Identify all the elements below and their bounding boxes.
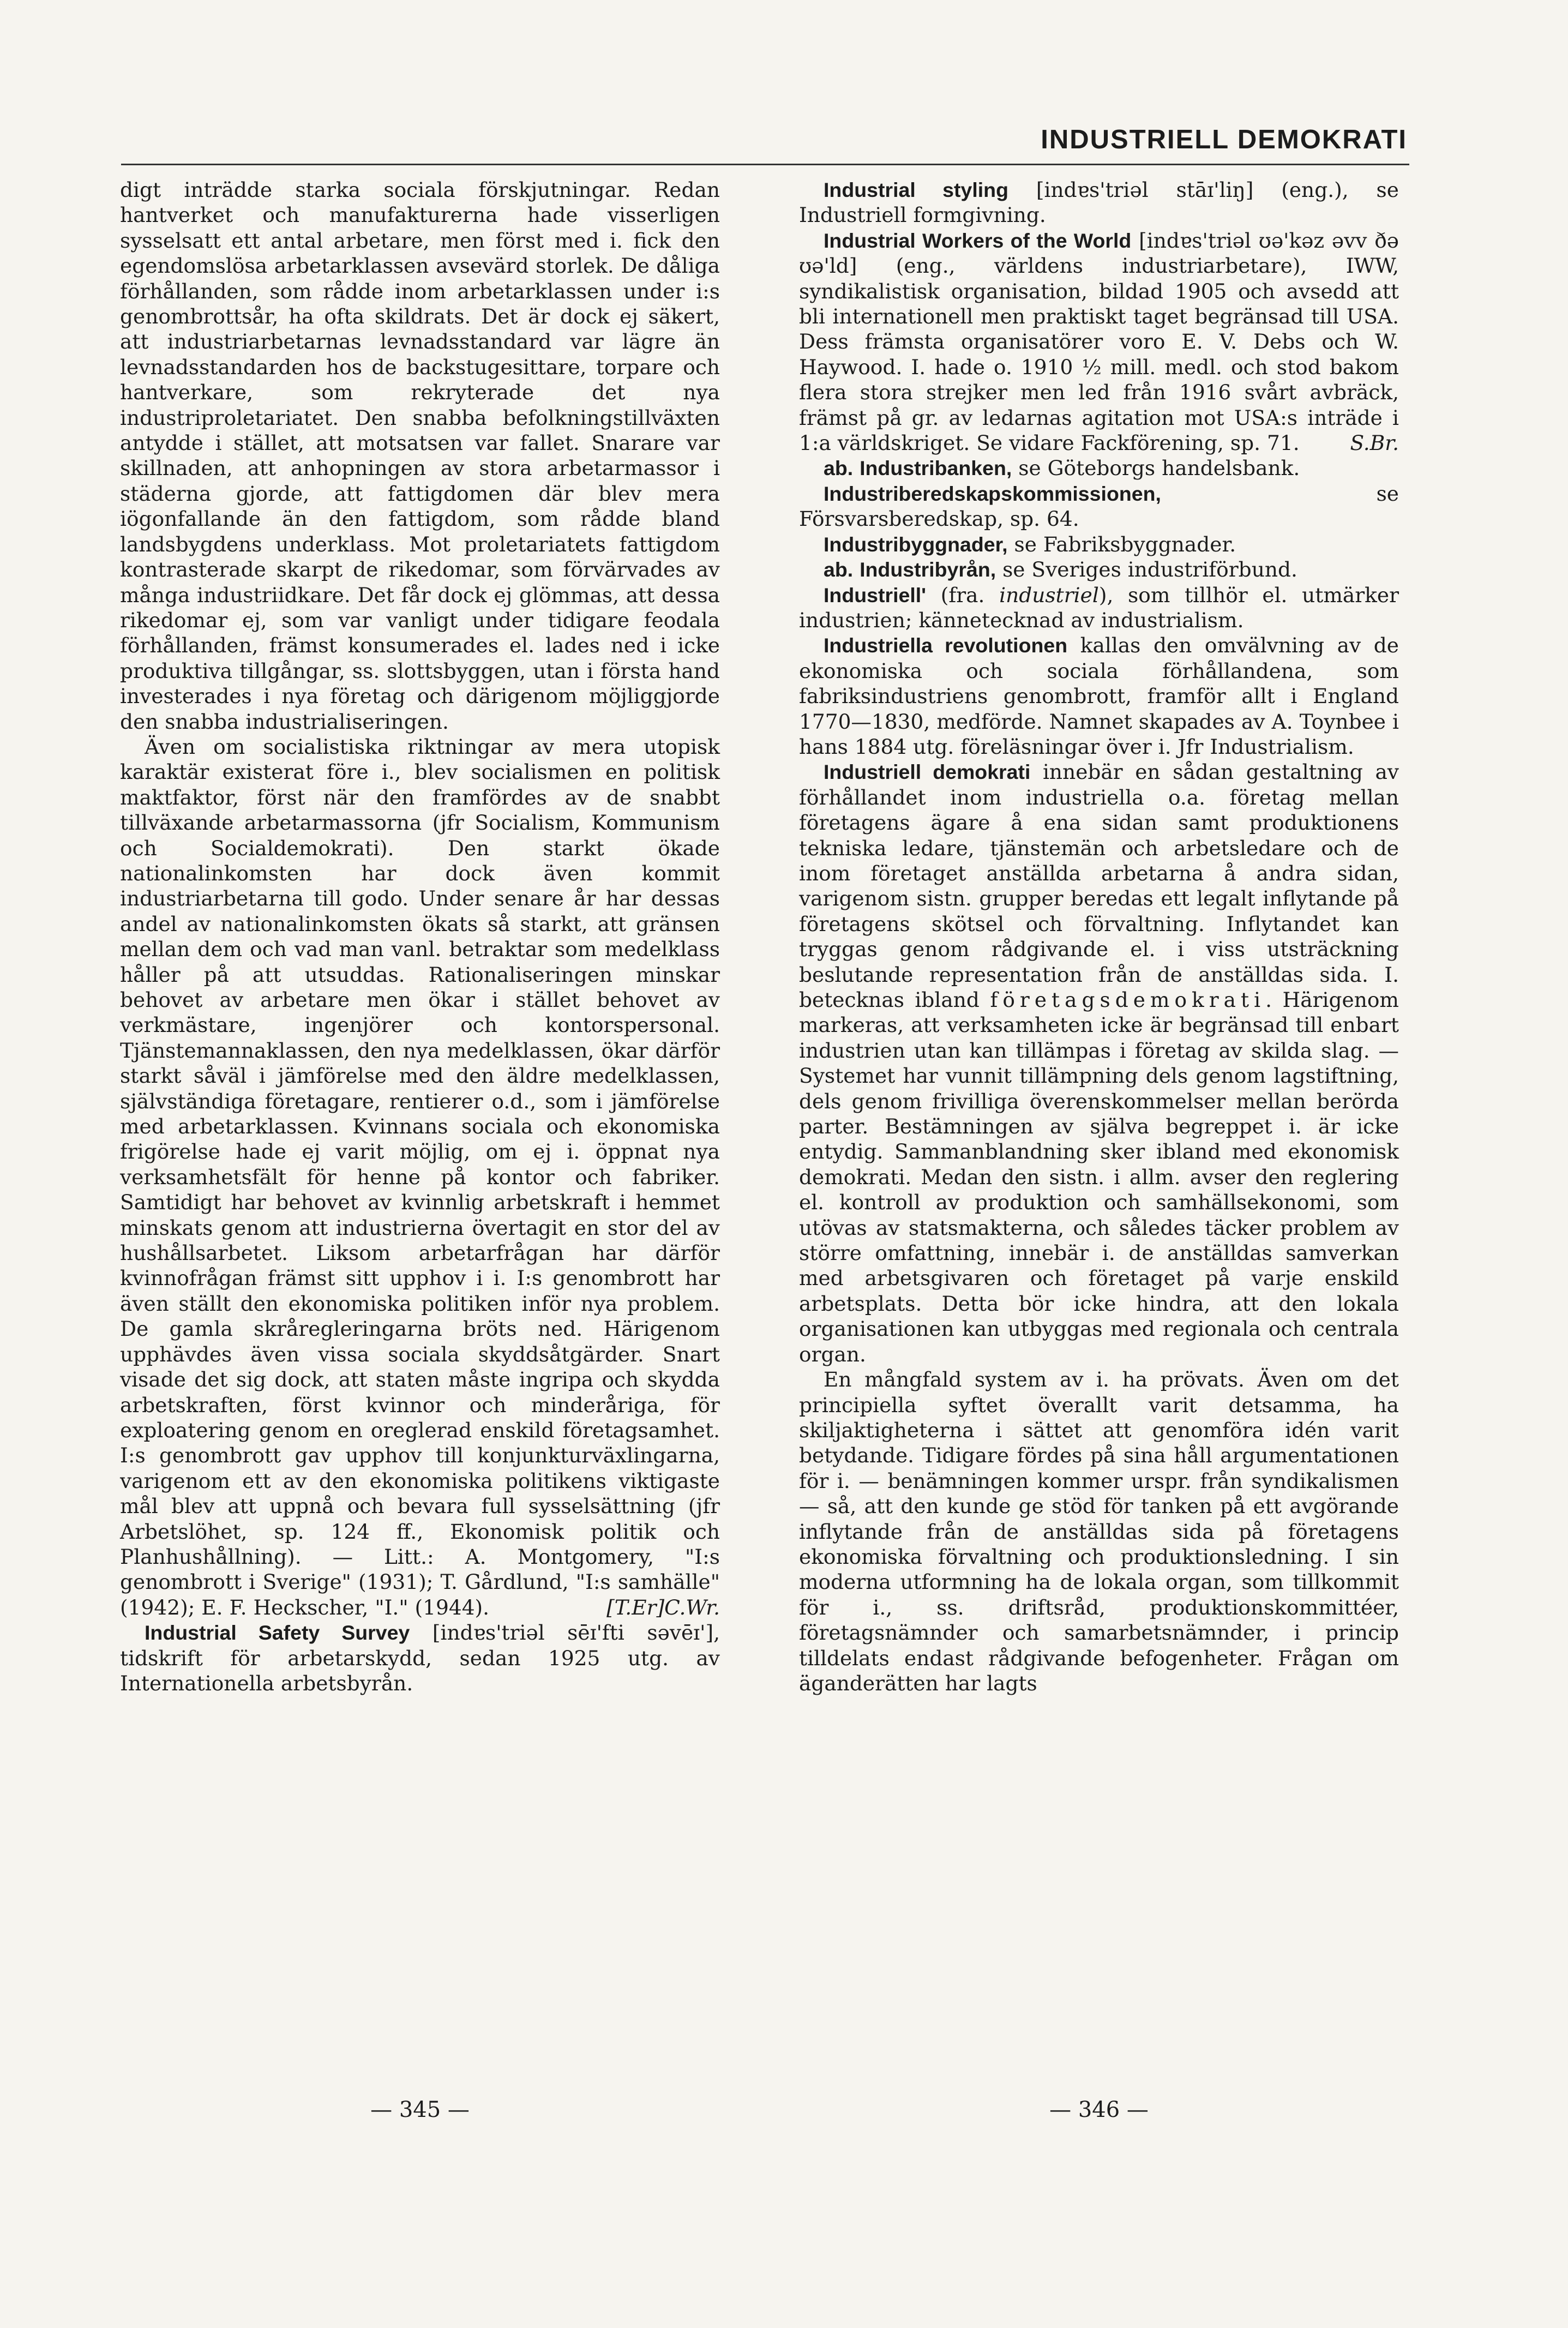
entry-text: . Härigenom markeras, att verksamheten icke är begränsad till enbart industrien utan kan tillämpas i företag av skilda slag. — Systemet har vunnit tillämpning dels genom lagstiftning, dels genom frivilliga överenskommelser mellan berörda parter. Bestämningen av själva begreppet i. är icke entydig. Sammanblandning sker ibland med ekonomisk demokrati. Medan den sistn. i allm. avser den reglering el. kontroll av produktion och samhällsekonomi, som utövas av statsmakterna, och således täcker problem av större omfattning, innebär i. de anställdas samverkan med arbetsgivaren och företaget på varje enskild arbetsplats. Detta bör icke hindra, att den lokala organisationen kan utbyggas med regionala och centrala organ. (799, 988, 1399, 1366)
entry-headword: Industriell demokrati (824, 760, 1031, 784)
entry-industriell-demokrati (799, 759, 1399, 1367)
entry-text: (fra. (940, 583, 985, 607)
paragraph (120, 734, 720, 1620)
entry-text: [indɐs'triəl sēɪ'fti səvēɪ'], tidskrift för arbetarskydd, sedan 1925 utg. av Internationella arbetsbyrån. (120, 1621, 720, 1695)
entry-headword: Industribanken, (860, 457, 1012, 480)
author-signature: S.Br. (1350, 431, 1399, 455)
entry-text: se Försvarsberedskap, sp. 64. (799, 481, 1399, 531)
entry-prefix: ab. (824, 558, 854, 581)
entry-text: [indɐs'triəl ʊə'kəz əvv ðə ʊə'ld] (eng., världens industriarbetare), IWW, syndikalistisk organisation, bildad 1905 och avsedd att bli internationell men praktiskt taget begränsad till USA. Dess främsta organisatörer voro E. V. Debs och W. Haywood. I. hade o. 1910 ½ mill. medl. och stod bakom flera stora strejker men led från 1916 svårt avbräck, främst på gr. av ledarnas agitation mot USA:s inträde i 1:a världskriget. Se vidare Fackförening, sp. 71. (799, 228, 1399, 455)
entry-text: se Fabriksbyggnader. (1014, 532, 1236, 556)
entry-text: se Göteborgs handelsbank. (1018, 456, 1300, 481)
paragraph-text: Även om socialistiska riktningar av mera utopisk karaktär existerat före i., blev socialismen en politisk maktfaktor, först när den framfördes av de snabbt tillväxande arbetarmassorna (jfr Socialism, Kommunism och Socialdemokrati). Den starkt ökade nationalinkomsten har dock även kommit industriarbetarna till godo. Under senare år har dessas andel av nationalinkomsten ökats så starkt, att gränsen mellan dem och vad man vanl. betraktar som medelklass håller på att utsuddas. Rationaliseringen minskar behovet av arbetare men ökar i stället behovet av verkmästare, ingenjörer och kontorspersonal. Tjänstemannaklassen, den nya medelklassen, ökar därför starkt såväl i jämförelse med den äldre medelklassen, självständiga företagare, rentierer o.d., som i jämförelse med arbetarklassen. Kvinnans sociala och ekonomiska frigörelse hade ej varit möjlig, om ej i. öppnat nya verksamhetsfält för henne på kontor och fabriker. Samtidigt har behovet av kvinnlig arbetskraft i hemmet minskats genom att industrierna övertagit en stor del av hushållsarbetet. Liksom arbetarfrågan har därför kvinnofrågan främst sitt upphov i i. I:s genombrott har även ställt den ekonomiska politiken inför nya problem. De gamla skråregleringarna bröts ned. Härigenom upphävdes även vissa sociala skyddsåtgärder. Snart visade det sig dock, att staten måste ingripa och skydda arbetskraften, först kvinnor och minderåriga, för exploatering genom en oreglerad enskild företagsamhet. I:s genombrott gav upphov till konjunkturväxlingarna, varigenom ett av den ekonomiska politikens viktigaste mål blev att uppnå och bevara full sysselsättning (jfr Arbetslöhet, sp. 124 ff., Ekonomisk politik och Planhushållning). — Litt.: A. Montgomery, "I:s genombrott i Sverige" (1931); T. Gårdlund, "I:s samhälle" (1942); E. F. Heckscher, "I." (1944). (120, 734, 720, 1619)
entry-industrial-safety-survey (120, 1620, 720, 1696)
paragraph-continuation: digt inträdde starka sociala förskjutningar. Redan hantverket och manufakturerna hade visserligen sysselsatt ett antal arbetare, men först med i. fick den egendomslösa arbetarklassen avsevärd storlek. De dåliga förhållanden, som rådde inom arbetarklassen under i:s genombrottsår, ha ofta skildrats. Det är dock ej säkert, att industriarbetarnas levnadsstandard var lägre än levnadsstandarden hos de backstugesittare, torpare och hantverkare, som rekryterade det nya industriproletariatet. Den snabba befolkningstillväxten antydde i stället, att motsatsen var fallet. Snarare var skillnaden, att anhopningen av stora arbetarmassor i städerna gjorde, att fattigdomen där blev mera iögonfallande än den fattigdom, som rådde bland landsbygdens underklass. Mot proletariatets fattigdom kontrasterade skarpt de rikedomar, som förvärvades av många industriidkare. Det får dock ej glömmas, att dessa rikedomar ej, som var vanligt under tidigare feodala förhållanden, främst konsumerades el. lades ned i icke produktiva tillgångar, ss. slottsbyggen, utan i första hand investerades i nya företag och därigenom möjliggjorde den snabba industrialiseringen. (120, 178, 720, 734)
entry-industribyggnader (799, 532, 1399, 557)
author-signature: [T.Er]C.Wr. (606, 1595, 720, 1619)
page-number-right: — 346 — (1049, 2097, 1149, 2122)
entry-prefix: ab. (824, 457, 854, 480)
entry-headword: Industrial Safety Survey (145, 1621, 410, 1645)
entry-industribyran (799, 557, 1399, 582)
entry-headword: Industrial styling (824, 178, 1008, 201)
entry-text: ), som tillhör el. utmärker industrien; kännetecknad av industrialism. (799, 583, 1399, 632)
right-column (799, 177, 1399, 1696)
entry-industrial-styling (799, 177, 1399, 228)
page-number-left: — 345 — (370, 2097, 470, 2122)
entry-headword: Industriell' (824, 583, 927, 607)
entry-headword: Industriberedskapskommissionen, (824, 482, 1161, 505)
entry-industribanken (799, 455, 1399, 481)
header-rule (121, 164, 1409, 165)
entry-headword: Industribyggnader, (824, 532, 1008, 556)
entry-text: innebär en sådan gestaltning av förhållandet inom industriella o.a. företag mellan företagens ägare å ena sidan samt produktionens tekniska ledare, tjänstemän och arbetsledare och de inom företaget anställda arbetarna å andra sidan, varigenom sistn. grupper beredas ett legalt inflytande på företagens skötsel och förvaltning. Inflytandet kan tryggas genom rådgivande el. i viss utsträckning beslutande representation från de anställdas sida. I. betecknas ibland (799, 760, 1399, 1012)
entry-headword: Industribyrån, (860, 558, 996, 581)
paragraph: En mångfald system av i. ha prövats. Även om det principiella syftet överallt varit detsamma, ha skiljaktigheterna i sättet att genomföra idén varit betydande. Tidigare fördes på sina håll argumentationen för i. — benämningen kommer urspr. från syndikalismen — så, att den kunde ge stöd för tanken på ett avgörande inflytande från de anställdas sida på företagens ekonomiska förvaltning och produktionsledning. I sin moderna utformning ha de lokala organ, som tillkommit för i., ss. driftsråd, produktionskommittéer, företagsnämnder och samarbetsnämnder, i princip tilldelats endast rådgivande befogenheter. Frågan om äganderätten har lagts (799, 1367, 1399, 1695)
running-head: INDUSTRIELL DEMOKRATI (1041, 125, 1407, 154)
entry-etymon: industriel (999, 583, 1099, 607)
entry-industriberedskapskommissionen (799, 481, 1399, 532)
entry-text: [indɐs'triəl stāɪ'liŋ] (eng.), se Industriell formgivning. (799, 178, 1399, 227)
entry-industriell (799, 583, 1399, 633)
left-column (120, 177, 720, 1696)
entry-industrial-workers-of-the-world (799, 228, 1399, 456)
entry-headword: Industrial Workers of the World (824, 229, 1132, 252)
spaced-term: företagsdemokrati (990, 988, 1266, 1012)
entry-text: kallas den omvälvning av de ekonomiska och sociala förhållandena, som fabriksindustriens genombrott, framför allt i England 1770—1830, medförde. Namnet skapades av A. Toynbee i hans 1884 utg. föreläsningar över i. Jfr Industrialism. (799, 633, 1399, 759)
entry-industriella-revolutionen (799, 633, 1399, 759)
entry-text: se Sveriges industriförbund. (1002, 557, 1297, 582)
entry-headword: Industriella revolutionen (824, 634, 1068, 657)
